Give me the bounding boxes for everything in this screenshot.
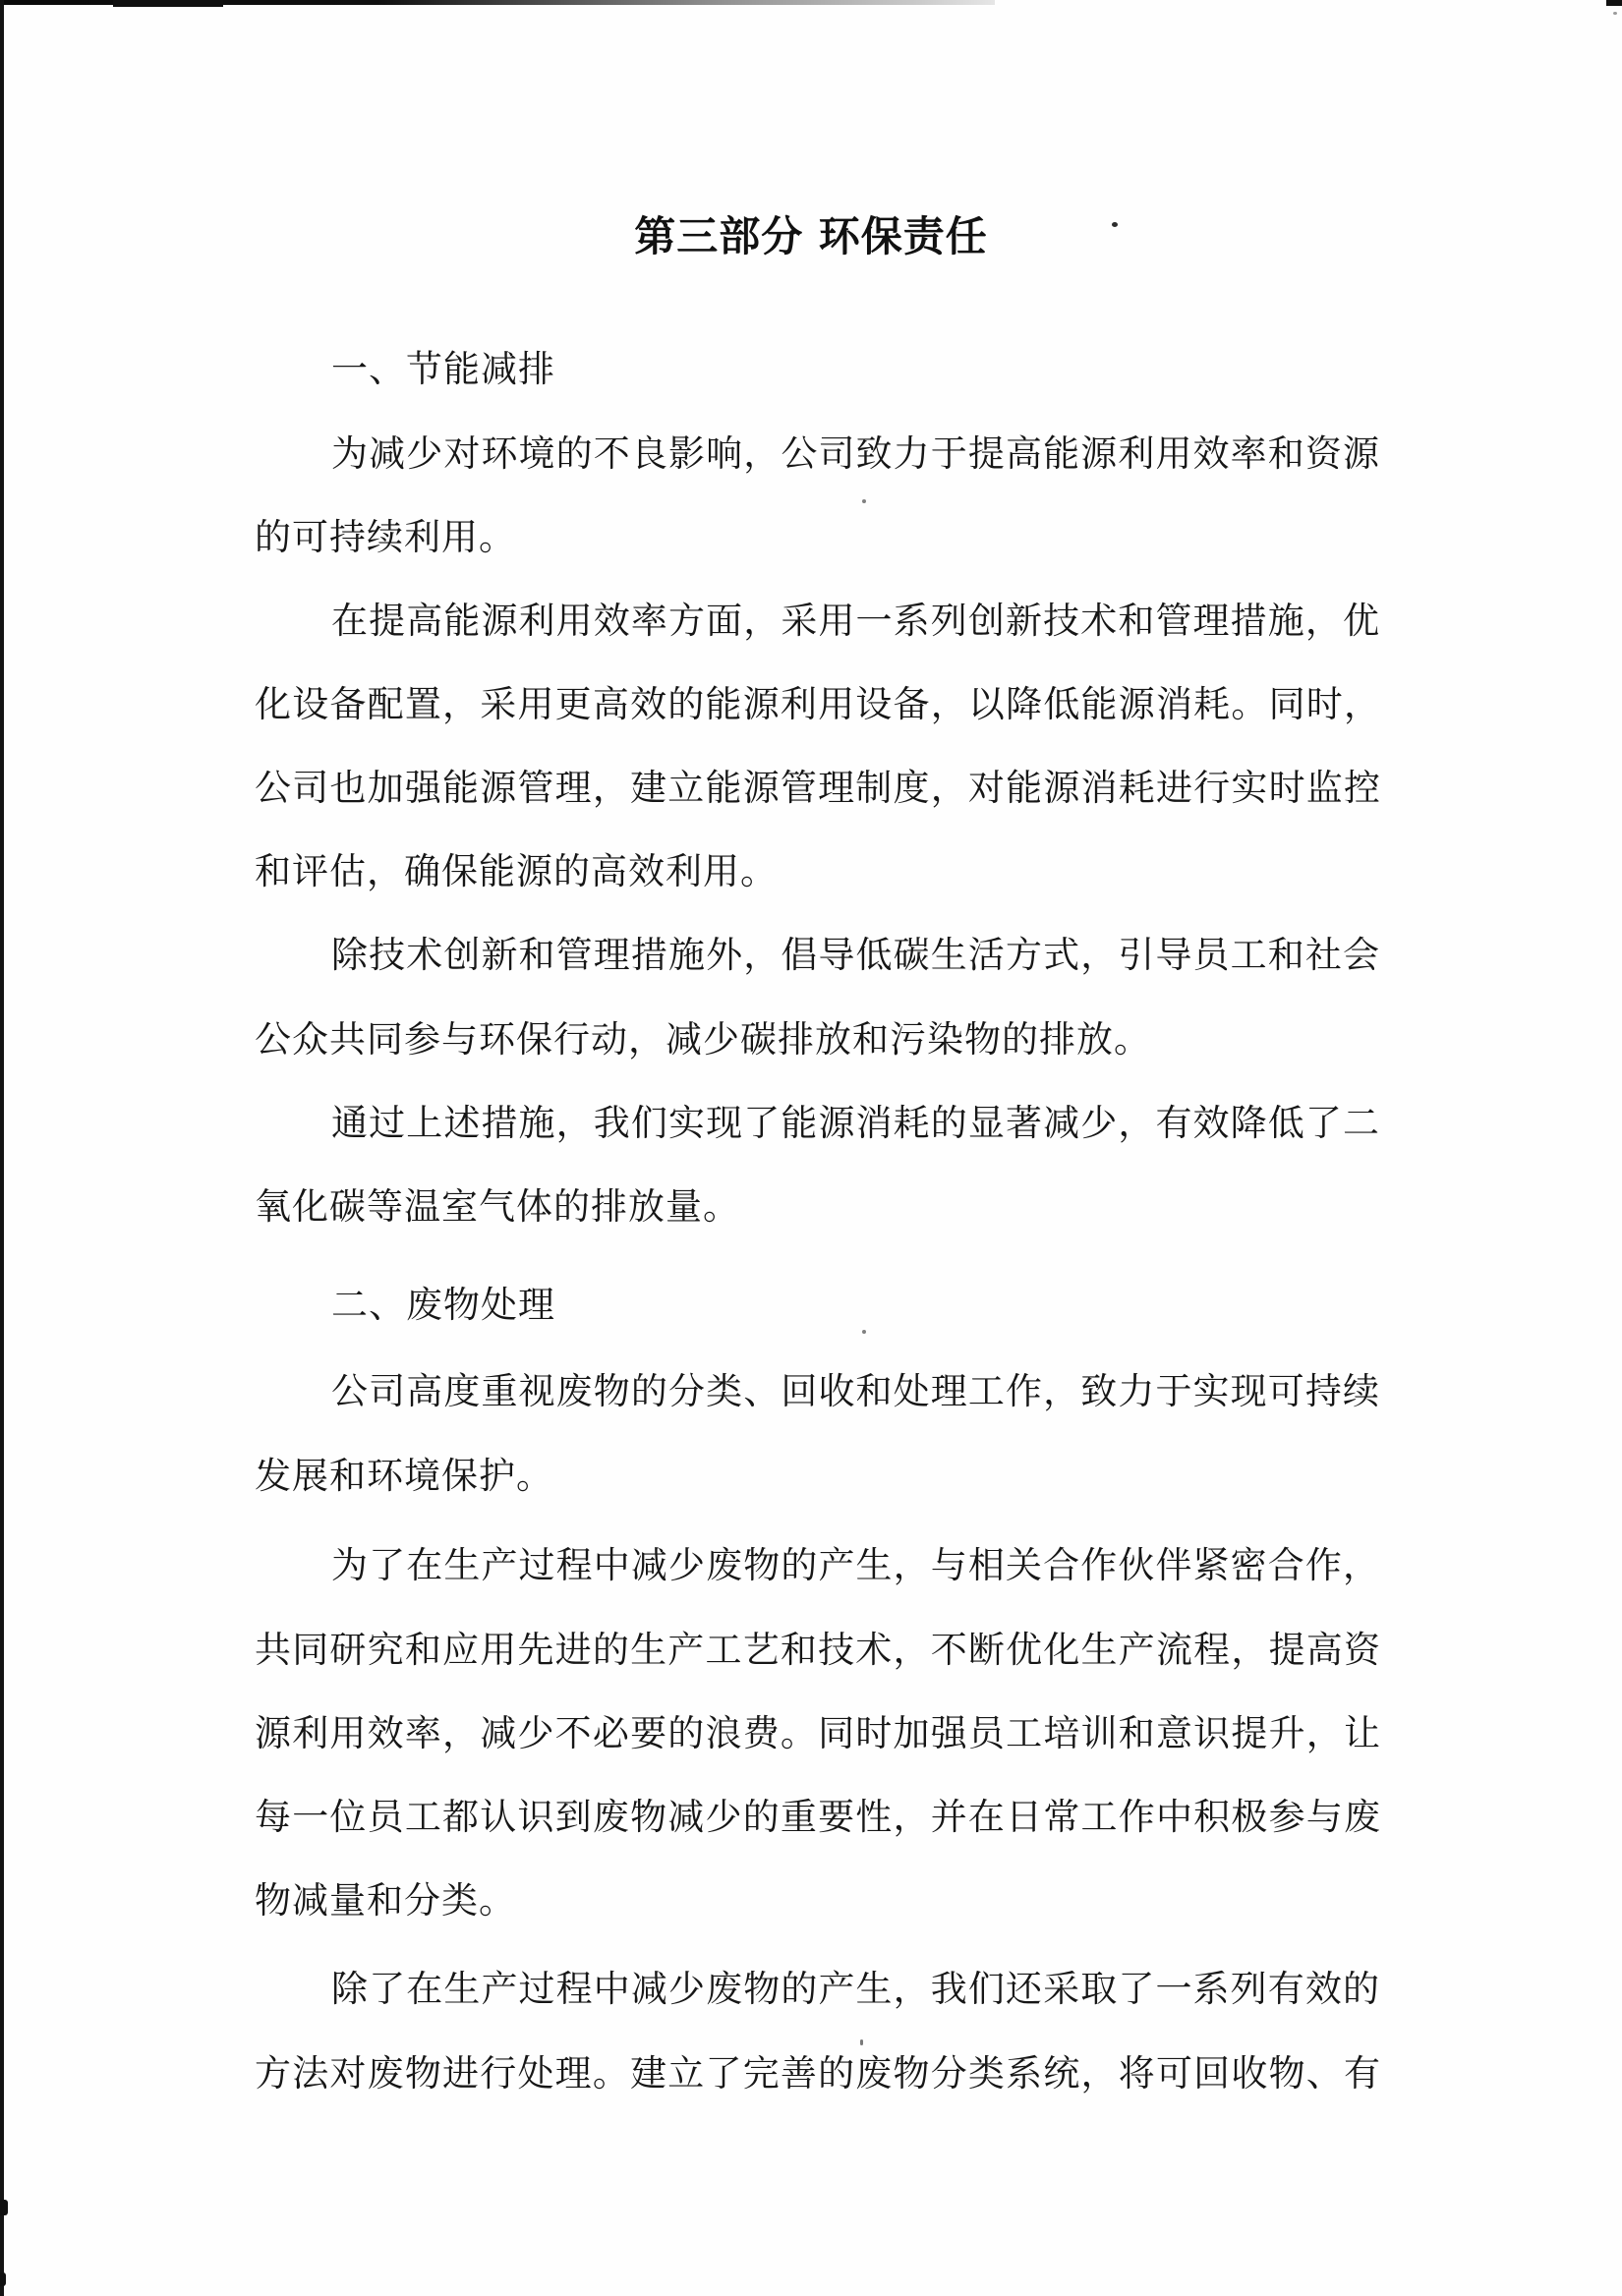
text-line: 源利用效率，减少不必要的浪费。同时加强员工培训和意识提升，让 xyxy=(255,1712,1381,1754)
scan-artifact-speck xyxy=(862,1330,866,1334)
scan-artifact-left-nub xyxy=(0,2272,6,2286)
text-line: 除技术创新和管理措施外，倡导低碳生活方式，引导员工和社会 xyxy=(331,934,1380,976)
text-line: 化设备配置，采用更高效的能源利用设备，以降低能源消耗。同时， xyxy=(255,683,1381,725)
text-line: 在提高能源利用效率方面，采用一系列创新技术和管理措施，优 xyxy=(331,600,1380,642)
scan-artifact-speck xyxy=(860,2039,863,2045)
text-line: 物减量和分类。 xyxy=(255,1879,516,1922)
text-line: 公众共同参与环保行动，减少碳排放和污染物的排放。 xyxy=(255,1018,1151,1061)
section-heading: 一、节能减排 xyxy=(331,348,555,390)
scan-artifact-speck xyxy=(862,499,866,503)
text-line: 氧化碳等温室气体的排放量。 xyxy=(255,1185,740,1228)
scan-artifact-top-right-corner xyxy=(1606,0,1622,6)
text-line: 为了在生产过程中减少废物的产生，与相关合作伙伴紧密合作， xyxy=(331,1544,1380,1586)
text-line: 每一位员工都认识到废物减少的重要性，并在日常工作中积极参与废 xyxy=(255,1796,1381,1838)
text-line: 共同研究和应用先进的生产工艺和技术，不断优化生产流程，提高资 xyxy=(255,1629,1381,1671)
scan-artifact-left-nub xyxy=(0,2200,8,2215)
text-line: 公司高度重视废物的分类、回收和处理工作，致力于实现可持续 xyxy=(331,1370,1380,1412)
text-line: 和评估，确保能源的高效利用。 xyxy=(255,850,778,892)
text-line: 除了在生产过程中减少废物的产生，我们还采取了一系列有效的 xyxy=(331,1968,1380,2010)
text-line: 发展和环境保护。 xyxy=(255,1455,553,1497)
page-title: 第三部分 环保责任 xyxy=(634,212,988,260)
text-line: 方法对废物进行处理。建立了完善的废物分类系统，将可回收物、有 xyxy=(255,2052,1381,2095)
text-line: 为减少对环境的不良影响，公司致力于提高能源利用效率和资源 xyxy=(331,432,1380,475)
text-line: 公司也加强能源管理，建立能源管理制度，对能源消耗进行实时监控 xyxy=(255,767,1381,809)
text-line: 通过上述措施，我们实现了能源消耗的显著减少，有效降低了二 xyxy=(331,1102,1380,1144)
section-heading: 二、废物处理 xyxy=(331,1284,555,1326)
scan-artifact-corner-dot xyxy=(1613,12,1617,15)
scan-artifact-left-edge xyxy=(0,0,4,2296)
scan-artifact-top-streak xyxy=(113,0,223,7)
text-line: 的可持续利用。 xyxy=(255,516,516,558)
